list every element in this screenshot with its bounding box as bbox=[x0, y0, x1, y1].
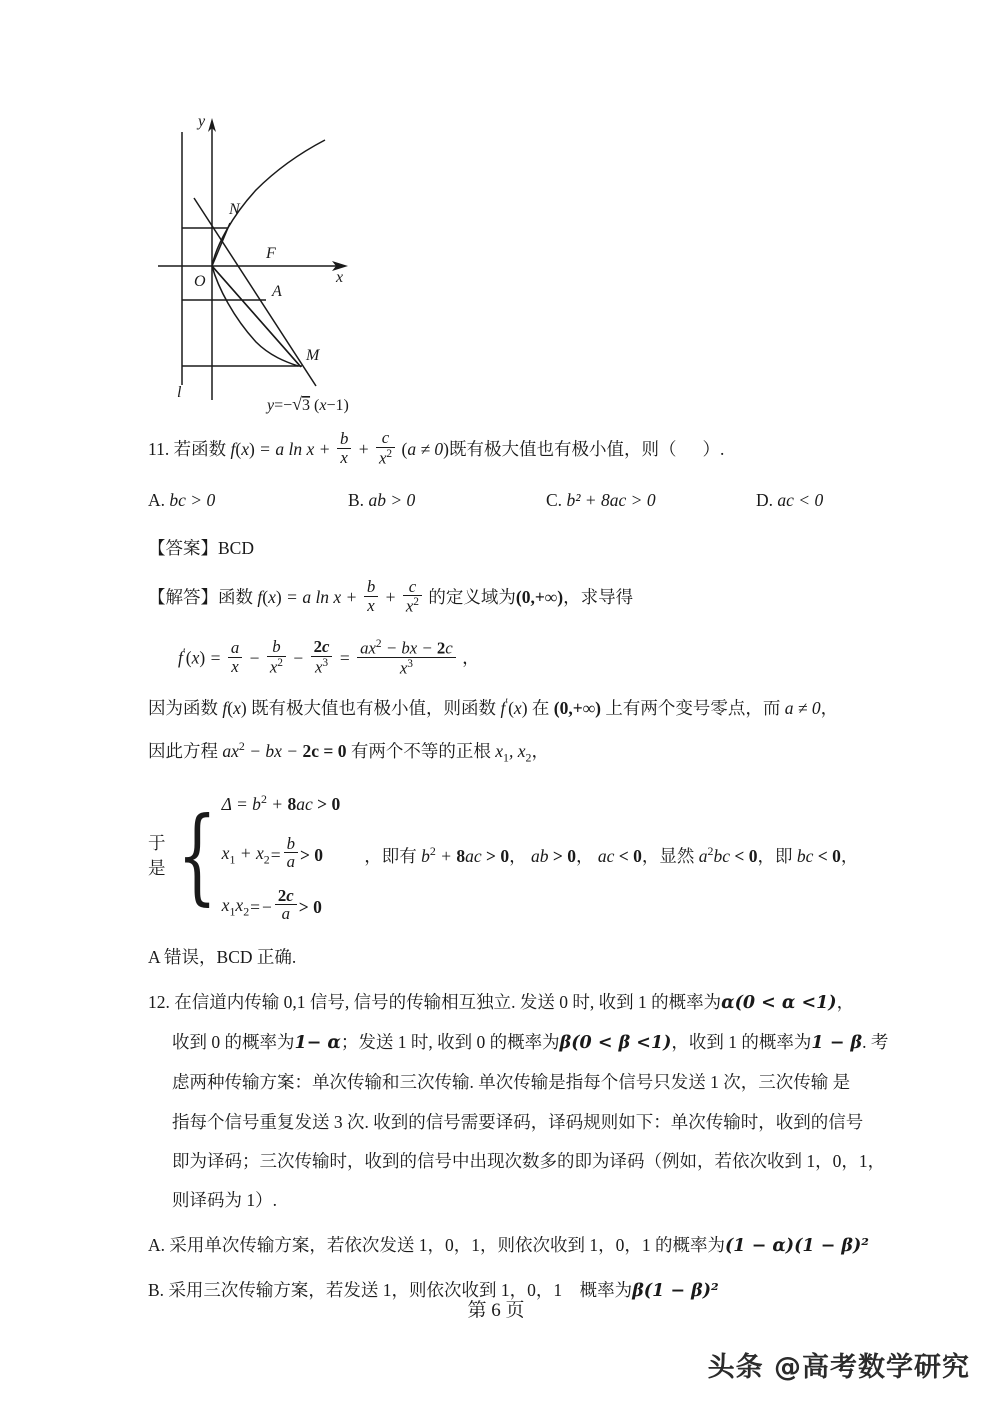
system-tail: ，即有 $b^2 + 8ac > 0$， ab > 0， ac < 0，显然 $a^2bc < 0$，即 bc < 0， bbox=[364, 844, 859, 866]
quadratic-equation: $ax^2$ − bx − 2c = 0 bbox=[222, 738, 347, 761]
q12-option-a-math: (1 − α)(1 − β)² bbox=[725, 1235, 869, 1256]
inequality-system bbox=[148, 777, 859, 933]
frac-a-over-x: $\frac{a}{x}$ bbox=[228, 639, 242, 675]
q11-plus-1: + bbox=[319, 438, 330, 459]
reason-line-1: 因为函数 f(x) 既有极大值也有极小值，则函数 f′(x) 在 (0,+∞) 上有两个变号零点，而 a ≠ 0， bbox=[148, 696, 839, 719]
q12-number: 12. bbox=[148, 991, 170, 1012]
q11-function-name: f bbox=[230, 438, 236, 459]
option-a[interactable]: A. bc > 0 bbox=[148, 489, 216, 510]
frac-quadratic-over-x3: $\frac{ax^2 - bx - 2c}{x^3}$ bbox=[357, 638, 456, 677]
solution-fraction-b-x: $\frac{b}{x}$ bbox=[364, 578, 378, 614]
system-label: 于是 bbox=[148, 833, 166, 879]
reason-line-2: 因此方程 $ax^2$ − bx − 2c = 0 有两个不等的正根 $x_1$, $x_2$， bbox=[148, 738, 549, 765]
option-b[interactable]: B. ab > 0 bbox=[348, 489, 416, 510]
question-12-line-6: 则译码为 1）. bbox=[172, 1190, 277, 1211]
question-11-conclusion: A 错误，BCD 正确. bbox=[148, 947, 297, 968]
option-d[interactable]: D. ac < 0 bbox=[756, 489, 824, 510]
system-row-sum: $x_1 + x_2$ = $\frac{b}{a}$ > 0 bbox=[221, 833, 324, 872]
derivative-tail: ， bbox=[462, 647, 480, 668]
figure-label-n: N bbox=[229, 201, 240, 218]
system-row-discriminant: $\Delta = b^2 + 8ac > 0$ bbox=[221, 792, 341, 814]
q11-condition: a ≠ 0 bbox=[407, 438, 444, 459]
domain-text: 的定义域为 bbox=[428, 587, 516, 608]
frac-2c-over-x3: $\frac{2c}{x^3}$ bbox=[311, 638, 333, 676]
system-row-product: $x_1x_2$ = − $\frac{2c}{a}$ > 0 bbox=[221, 885, 322, 924]
domain-interval: (0,+∞) bbox=[515, 587, 564, 608]
q11-stem-tail2: ）. bbox=[702, 438, 725, 459]
figure-label-y: y bbox=[198, 113, 206, 130]
frac-b-over-x2: $\frac{b}{x^2}$ bbox=[267, 638, 286, 676]
question-11-stem: 11. 若函数 f(x) = a ln x + $\frac{b}{x}$ + $\frac{c}{x^2}$ (a ≠ 0)既有极大值也有极小值，则（ ）. bbox=[148, 428, 725, 468]
left-brace: { bbox=[176, 794, 217, 917]
document-body bbox=[148, 428, 889, 1306]
q11-term-aln: a ln x bbox=[275, 438, 315, 459]
question-12-line-3: 虑两种传输方案：单次传输和三次传输. 单次传输是指每个信号只发送 1 次，三次传输 是 bbox=[172, 1072, 851, 1093]
answer-value: BCD bbox=[218, 537, 254, 558]
q11-stem-lead: 若函数 bbox=[173, 438, 227, 459]
figure-label-f: F bbox=[266, 245, 276, 262]
derivative-equation: f′(x) = $\frac{a}{x}$ − $\frac{b}{x^2}$ − $\frac{2c}{x^3}$ = $\frac{ax^2 - bx - 2c}{x^3}$ ， bbox=[178, 637, 480, 678]
segment-o-a-m bbox=[212, 266, 301, 367]
roots-x1-x2: $x_1$, $x_2$ bbox=[495, 740, 532, 765]
question-12-line-2: 收到 0 的概率为1− α；发送 1 时, 收到 0 的概率为β(0 < β <1)，收到 1 的概率为1 − β. 考 bbox=[172, 1032, 889, 1054]
question-12-line-4: 指每个信号重复发送 3 次. 收到的信号需要译码，译码规则如下：单次传输时，收到的信号 bbox=[172, 1111, 864, 1132]
figure-label-directrix: l bbox=[177, 384, 182, 401]
figure-label-origin: O bbox=[194, 273, 206, 290]
answer-label: 【答案】 bbox=[148, 537, 218, 558]
q11-number: 11. bbox=[148, 438, 170, 459]
figure-label-x: x bbox=[336, 269, 344, 286]
question-12-option-a[interactable]: A. 采用单次传输方案，若依次发送 1，0，1，则依次收到 1，0，1 的概率为(1 − α)(1 − β)² bbox=[148, 1234, 869, 1256]
figure-line-equation: y=−√3 (x−1) bbox=[267, 394, 349, 414]
frac-b-over-a: $\frac{b}{a}$ bbox=[284, 835, 298, 871]
page-number: 第 6 页 bbox=[467, 1300, 525, 1321]
question-11-options bbox=[148, 490, 848, 520]
q11-fraction-c-over-x2: $\frac{c}{x^2}$ bbox=[376, 429, 395, 467]
question-12-line-1: 12. 在信道内传输 0,1 信号, 信号的传输相互独立. 发送 0 时, 收到 1 的概率为α(0 < α <1)， bbox=[148, 991, 855, 1013]
q11-function-arg: x bbox=[241, 438, 249, 459]
q11-fraction-b-over-x: $\frac{b}{x}$ bbox=[337, 430, 351, 466]
question-12-option-b[interactable]: B. 采用三次传输方案，若发送 1，则依次收到 1，0，1 概率为β(1 − β)² bbox=[148, 1280, 719, 1302]
q11-stem-tail: 既有极大值也有极小值，则（ bbox=[449, 438, 677, 459]
question-12-line-5: 即为译码；三次传输时，收到的信号中出现次数多的即为译码（例如，若依次收到 1，0，1， bbox=[172, 1151, 886, 1172]
figure-label-m: M bbox=[306, 347, 320, 364]
q12-alpha-math: α(0 < α <1) bbox=[721, 992, 837, 1013]
option-c[interactable]: C. b² + 8ac > 0 bbox=[546, 489, 656, 510]
solution-fraction-c-x2: $\frac{c}{x^2}$ bbox=[403, 578, 422, 616]
solution-label: 【解答】 bbox=[148, 587, 218, 608]
watermark: 头条 @高考数学研究 bbox=[707, 1352, 970, 1383]
frac-2c-over-a: $\frac{2c}{a}$ bbox=[275, 887, 297, 923]
q11-plus-2: + bbox=[358, 438, 369, 459]
q11-equals: = bbox=[260, 438, 271, 459]
domain-tail: ，求导得 bbox=[563, 587, 634, 608]
question-11-solution-lead: 【解答】函数 f(x) = a ln x + $\frac{b}{x}$ + $\frac{c}{x^2}$ 的定义域为(0,+∞)，求导得 bbox=[148, 576, 634, 616]
question-11-answer bbox=[148, 534, 848, 562]
q12-option-b-math: β(1 − β)² bbox=[632, 1281, 719, 1302]
figure-label-a: A bbox=[272, 283, 282, 300]
parabola-figure bbox=[150, 110, 570, 420]
